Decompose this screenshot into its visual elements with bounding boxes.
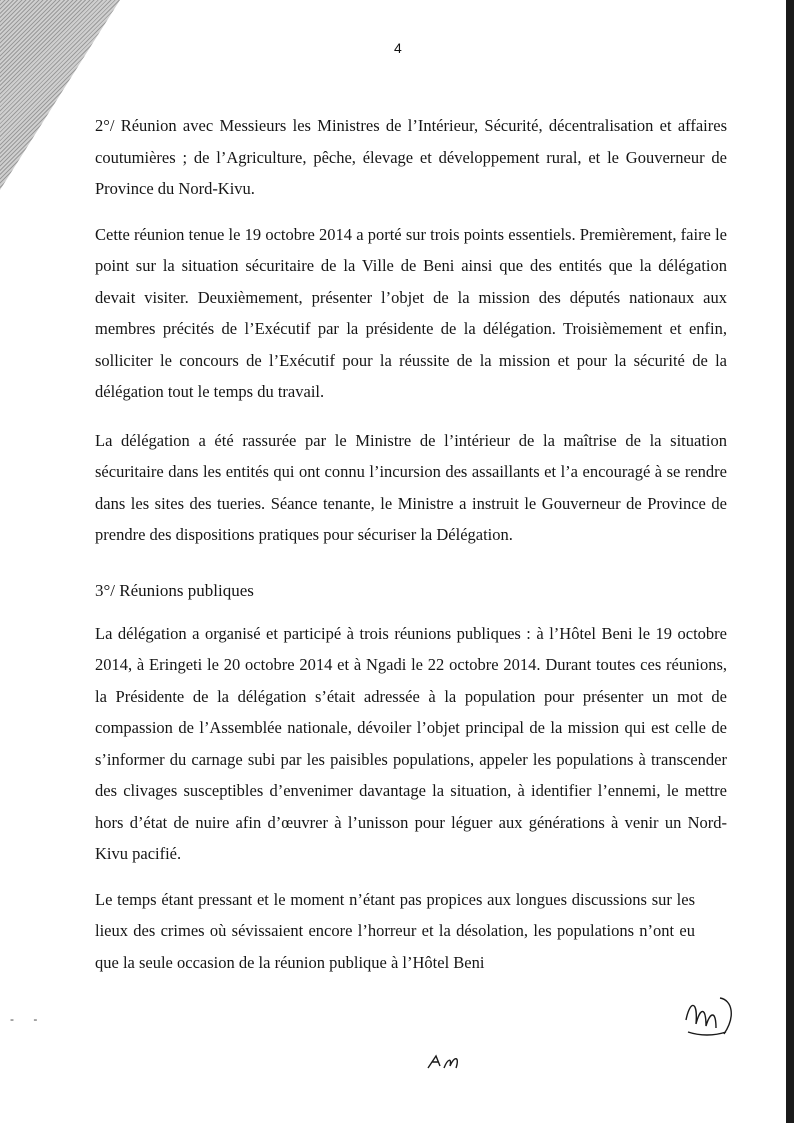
handwritten-paraph xyxy=(426,1052,462,1072)
document-body xyxy=(95,110,727,978)
section-3-paragraph: Le temps étant pressant et le moment n’étant pas propices aux longues discussions sur les lieux des crimes où sévissaient encore l’horreur et la désolation, les populations n’ont eu que la seule occasion de la réunion publique à l’Hôtel Beni xyxy=(95,889,695,972)
section-3-paragraph: La délégation a organisé et participé à trois réunions publiques : à l’Hôtel Beni le 19 octobre 2014, à Eringeti le 20 octobre 2014 et à Ngadi le 22 octobre 2014. Durant toutes ces réunions, la Présidente de la délégation s’était adressée à la population pour présenter un mot de compassion de l’Assemblée nationale, dévoiler l’objet principal de la mission qui est celle de s’informer du carnage subi par les paisibles populations, appeler les populations à transcender des clivages susceptibles d’envenimer davantage la situation, à identifier l’ennemi, le mettre hors d’état de nuire afin d’œuvrer à l’unisson pour léguer aux générations à venir un Nord-Kivu pacifié. xyxy=(95,623,727,863)
page-number: 4 xyxy=(394,40,402,56)
handwritten-initials xyxy=(680,990,740,1038)
scan-edge xyxy=(786,0,794,1123)
section-2-paragraph: Cette réunion tenue le 19 octobre 2014 a porté sur trois points essentiels. Premièrement, faire le point sur la situation sécuritaire de la Ville de Beni ainsi que des entités que la délégation devait visiter. Deuxièmement, présenter l’objet de la mission des députés nationaux aux membres précités de l’Exécutif par la présidente de la délégation. Troisièmement et enfin, solliciter le concours de l’Exécutif pour la réussite de la mission et pour la sécurité de la délégation tout le temps du travail. xyxy=(95,224,727,401)
section-3-title: 3°/ Réunions publiques xyxy=(95,580,254,600)
section-2-heading: 2°/ Réunion avec Messieurs les Ministres de l’Intérieur, Sécurité, décentralisation et affaires coutumières ; de l’Agriculture, pêche, élevage et développement rural, et le Gouverneur de Province du Nord-Kivu. xyxy=(95,116,727,198)
section-2-paragraph: La délégation a été rassurée par le Ministre de l’intérieur de la maîtrise de la situation sécuritaire dans les entités qui ont connu l’incursion des assaillants et l’a encouragé à se rendre dans les sites des tueries. Séance tenante, le Ministre a instruit le Gouverneur de Province de prendre des dispositions pratiques pour sécuriser la Délégation. xyxy=(95,430,727,544)
scan-edge-marks: - - xyxy=(10,1012,46,1026)
